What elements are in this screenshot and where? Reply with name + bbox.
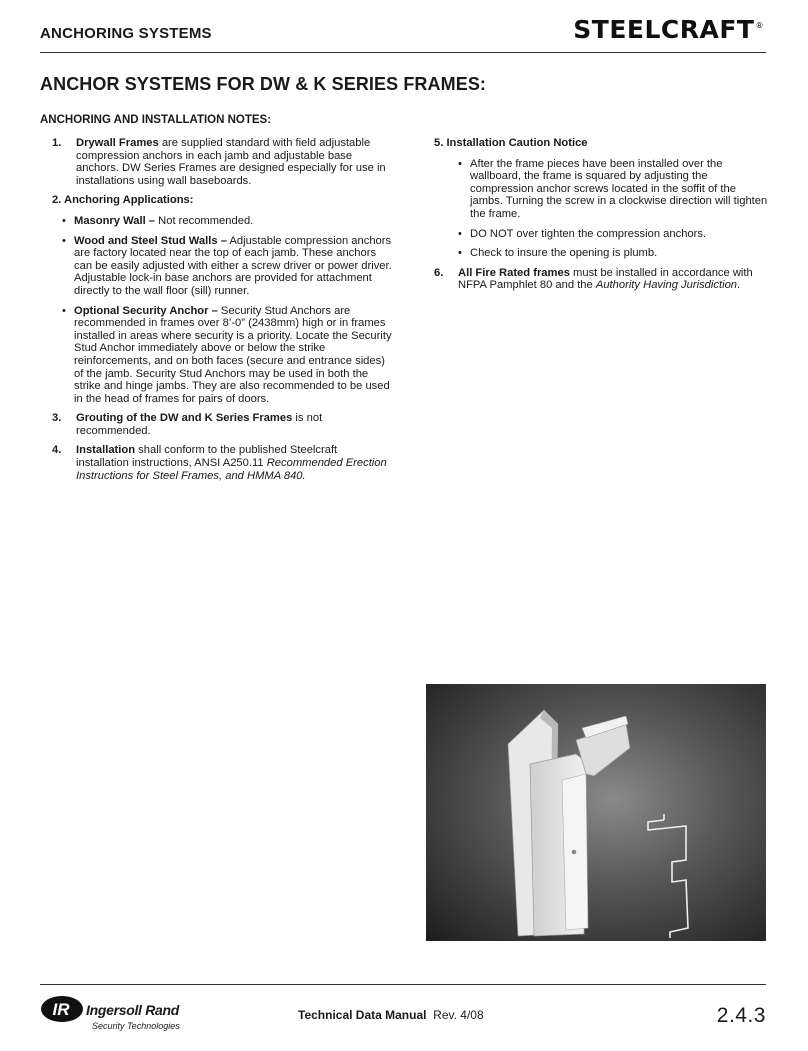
list-item: • Check to insure the opening is plumb.: [458, 247, 768, 260]
list-item: [62, 235, 392, 298]
manual-title: Technical Data Manual: [298, 1008, 427, 1022]
note-text: shall conform to the published Steelcraft installation instructions, ANSI A250.11: [76, 444, 338, 470]
note-number: 1.: [52, 137, 62, 149]
caution-notice-heading: 5. Installation Caution Notice: [434, 137, 588, 149]
anchoring-applications-heading: 2. Anchoring Applications:: [52, 194, 194, 207]
footer-manual-info: [298, 1008, 484, 1022]
ingersoll-rand-logo: [40, 994, 200, 1038]
frame-product-photo: [426, 684, 766, 941]
revision: Rev. 4/08: [433, 1008, 484, 1022]
list-item: • DO NOT over tighten the compression anchors.: [458, 228, 768, 241]
note-text: are supplied standard with field adjustable compression anchors in each jamb and adjustable base anchors. DW Series Frames are designed especially for use in installations using wall baseboards.: [76, 137, 386, 187]
note-text: is not recommended.: [76, 412, 323, 437]
logo-mark-text: IR: [52, 1000, 70, 1019]
bullet-text: Security Stud Anchors are recommended in frames over 8’-0” (2438mm) high or in frames installed in areas where security is a priority. Locate the Security Stud Anchor immediately above or below the strike reinforcements, and on both faces (secure and entrance sides) of the jamb. Security Stud Anchors may be used in both the strike and hinge jambs. They are also recommended to be used in the head of frames for pairs of doors.: [74, 304, 392, 405]
bullet-lead: Optional Security Anchor –: [74, 304, 218, 317]
ir-logo-icon: [40, 994, 88, 1024]
bullet-lead: Masonry Wall –: [74, 214, 156, 227]
page-number: 2.4.3: [716, 1004, 766, 1027]
note-number: 6.: [434, 266, 444, 279]
logo-name: Ingersoll Rand: [86, 1002, 180, 1018]
registered-mark: ®: [755, 20, 764, 30]
left-column: [52, 137, 392, 489]
anchor-screw: [572, 850, 577, 855]
note-tail: .: [737, 279, 741, 292]
note-item-4: [52, 444, 392, 482]
anchor-profile: [648, 814, 688, 938]
note-number: 4.: [52, 444, 62, 457]
note-number: 3.: [52, 412, 62, 425]
note-item-3: [52, 412, 392, 437]
logo-subtitle: Security Technologies: [92, 1021, 180, 1031]
note-lead: Grouting of the DW and K Series Frames: [76, 412, 293, 425]
header-divider: [40, 52, 766, 53]
note-italic: Recommended Erection Instructions for Steel Frames, and HMMA 840.: [76, 457, 387, 482]
anchoring-applications-list: [62, 215, 392, 405]
note-item-1: [52, 137, 392, 187]
bullet-text: Not recommended.: [155, 214, 254, 227]
note-text: must be installed in accordance with NFPA Pamphlet 80 and the: [458, 266, 753, 292]
note-item-6: [434, 267, 768, 292]
bullet-lead: Wood and Steel Stud Walls –: [74, 234, 227, 247]
section-header: ANCHORING SYSTEMS: [40, 25, 212, 42]
caution-notice-list: [458, 158, 768, 260]
list-item: [62, 305, 392, 406]
list-item: • After the frame pieces have been installed over the wallboard, the frame is squared by adjusting the compression anchor screws located in the soffit of the jambs. Turning the screw in a clockwise direction will tighten the frame.: [458, 158, 768, 221]
list-item: [62, 215, 392, 228]
note-italic: Authority Having Jurisdiction: [595, 279, 738, 292]
bullet-text: Adjustable compression anchors are factory located near the top of each jamb. These anchors can be easily adjusted with either a screw driver or power driver. Adjustable lock-in base anchors are provided for attachment directly to the wall floor (sill) runner.: [74, 234, 392, 297]
note-lead: All Fire Rated frames: [458, 266, 570, 279]
brand-name: STEELCRAFT: [573, 15, 755, 44]
notes-heading: ANCHORING AND INSTALLATION NOTES:: [40, 114, 272, 126]
note-lead: Installation: [76, 444, 136, 457]
frame-illustration: [426, 684, 766, 941]
note-lead: Drywall Frames: [76, 137, 159, 149]
right-column: [434, 137, 768, 299]
steelcraft-logo: [573, 15, 764, 44]
footer-divider: [40, 984, 766, 985]
page-title: ANCHOR SYSTEMS FOR DW & K SERIES FRAMES:: [40, 74, 487, 94]
